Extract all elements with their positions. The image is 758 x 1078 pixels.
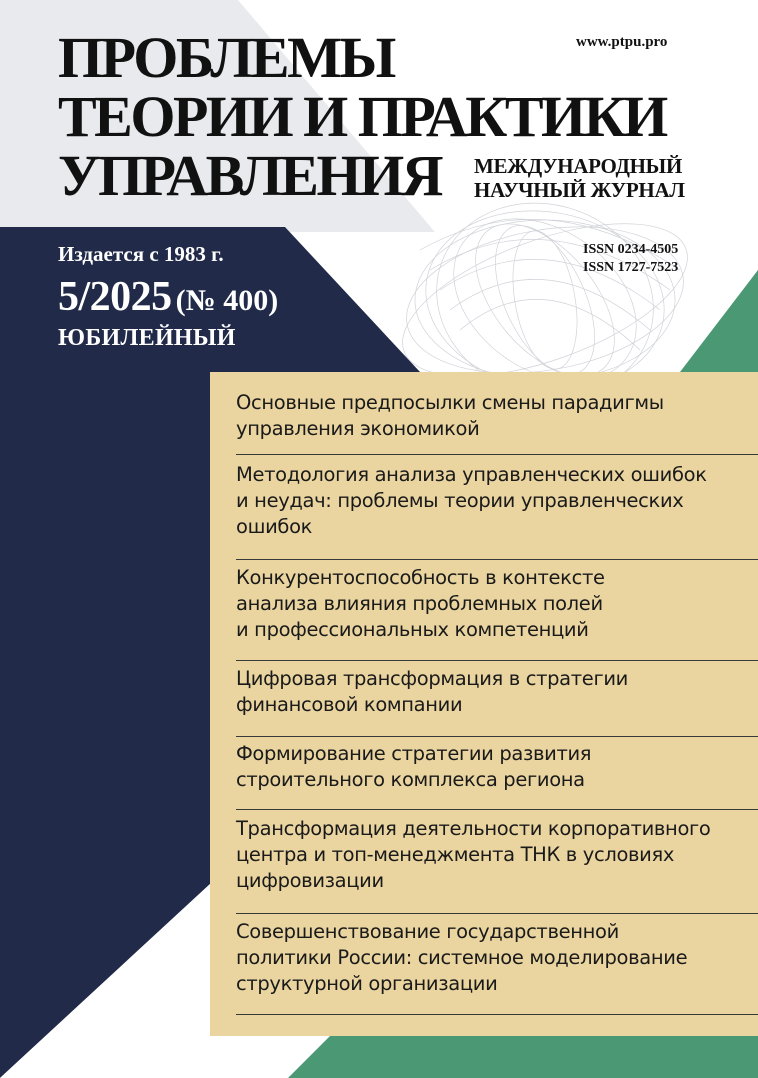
toc-item-line: Конкурентоспособность в контексте (236, 566, 605, 589)
issue-total-number: (№ 400) (175, 284, 279, 317)
journal-website[interactable]: www.ptpu.pro (576, 34, 668, 50)
jubilee-label: ЮБИЛЕЙНЫЙ (58, 325, 236, 351)
toc-item-line: Основные предпосылки смены парадигмы (236, 391, 664, 414)
journal-title-line-1: ПРОБЛЕМЫ (58, 25, 394, 90)
toc-item-4[interactable] (236, 666, 752, 718)
toc-separator (236, 1014, 758, 1015)
toc-item-line: и профессиональных компетенций (236, 618, 589, 641)
toc-item-line: Трансформация деятельности корпоративного (236, 817, 711, 840)
toc-separator (236, 559, 758, 560)
toc-item-line: Формирование стратегии развития (236, 742, 592, 765)
table-of-contents (210, 372, 758, 1036)
toc-item-7[interactable] (236, 919, 752, 997)
green-strip-bottom (288, 1036, 758, 1078)
toc-item-line: ошибок (236, 515, 313, 538)
published-since: Издается с 1983 г. (58, 242, 224, 266)
toc-item-line: структурной организации (236, 972, 498, 995)
toc-item-line: анализа влияния проблемных полей (236, 592, 603, 615)
toc-item-2[interactable] (236, 462, 752, 540)
issue-number-value: 5/2025 (58, 274, 172, 320)
toc-separator (236, 454, 758, 455)
toc-item-3[interactable] (236, 565, 752, 643)
green-triangle-right (680, 270, 758, 372)
toc-item-line: Цифровая трансформация в стратегии (236, 667, 628, 690)
journal-subtitle-line-2: НАУЧНЫЙ ЖУРНАЛ (474, 178, 685, 202)
toc-item-1[interactable] (236, 390, 752, 442)
issue-number (58, 272, 278, 331)
toc-separator (236, 809, 758, 810)
toc-item-line: Методология анализа управленческих ошибок (236, 463, 707, 486)
toc-item-line: Совершенствование государственной (236, 920, 619, 943)
toc-item-line: политики России: системное моделирование (236, 946, 688, 969)
issn-print: ISSN 0234-4505 (583, 242, 679, 257)
toc-item-line: строительного комплекса региона (236, 768, 585, 791)
toc-separator (236, 736, 758, 737)
toc-item-line: центра и топ-менеджмента ТНК в условиях (236, 843, 675, 866)
toc-item-line: и неудач: проблемы теории управленческих (236, 489, 684, 512)
journal-subtitle (474, 154, 685, 202)
journal-subtitle-line-1: МЕЖДУНАРОДНЫЙ (474, 154, 683, 178)
journal-title-line-2: ТЕОРИИ И ПРАКТИКИ (58, 84, 666, 149)
toc-item-5[interactable] (236, 741, 752, 793)
journal-title-line-3: УПРАВЛЕНИЯ (58, 143, 442, 208)
toc-item-line: цифровизации (236, 869, 384, 892)
toc-item-line: финансовой компании (236, 693, 463, 716)
toc-item-6[interactable] (236, 816, 752, 894)
toc-separator (236, 660, 758, 661)
toc-item-line: управления экономикой (236, 417, 480, 440)
issn-block (583, 241, 678, 277)
issn-online: ISSN 1727-7523 (583, 260, 679, 275)
toc-separator (236, 913, 758, 914)
